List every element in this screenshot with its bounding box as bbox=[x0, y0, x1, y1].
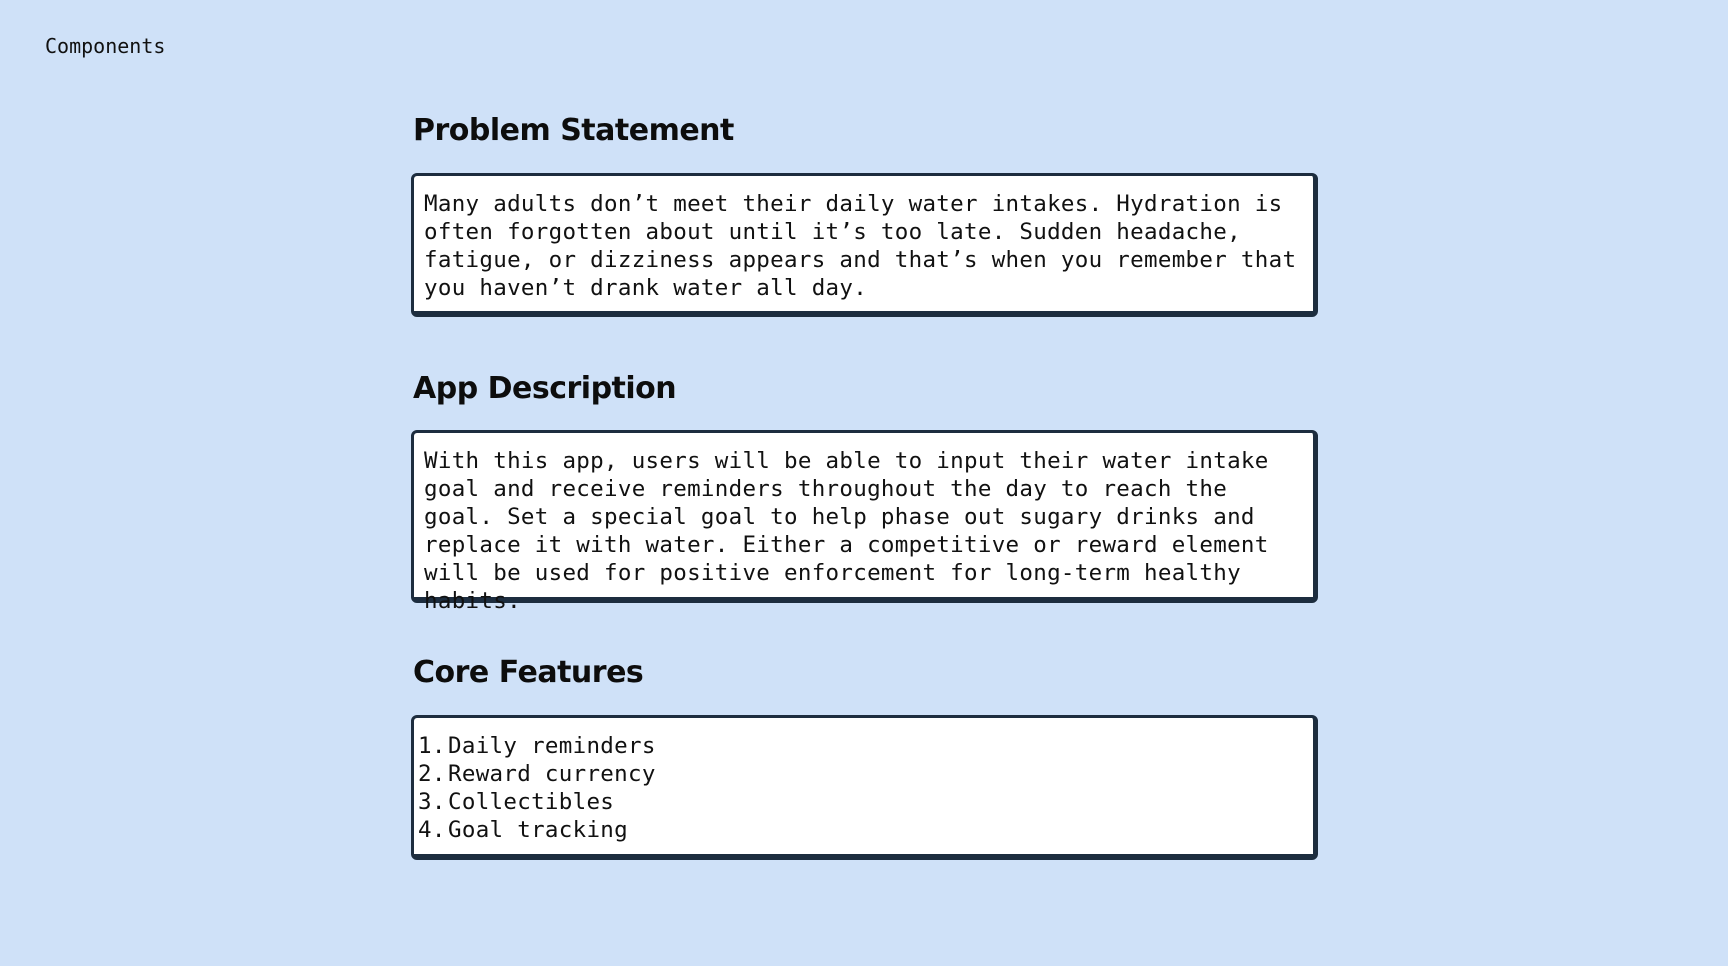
problem-statement-heading: Problem Statement bbox=[413, 113, 734, 148]
app-description-text: With this app, users will be able to input their water intake goal and receive reminders throughout the day to reach the goal. Set a special goal to help phase out sugary drinks and replace it with water. Either a competitive or reward element will be used for positive enforcement for long-term healthy habits. bbox=[424, 448, 1269, 614]
feature-number: 2. bbox=[418, 761, 446, 787]
feature-item bbox=[418, 816, 1303, 844]
feature-item bbox=[418, 732, 1303, 760]
page-label: Components bbox=[45, 34, 166, 58]
feature-label: Goal tracking bbox=[448, 817, 628, 843]
feature-number: 1. bbox=[418, 733, 446, 759]
problem-statement-box bbox=[411, 173, 1318, 317]
app-description-box bbox=[411, 430, 1318, 614]
app-description-heading: App Description bbox=[413, 371, 677, 406]
feature-item bbox=[418, 788, 1303, 816]
feature-label: Reward currency bbox=[448, 761, 656, 787]
feature-label: Daily reminders bbox=[448, 733, 656, 759]
feature-number: 3. bbox=[418, 789, 446, 815]
feature-label: Collectibles bbox=[448, 789, 615, 815]
core-features-box bbox=[411, 715, 1318, 860]
core-features-heading: Core Features bbox=[413, 655, 644, 690]
problem-statement-text: Many adults don’t meet their daily water intakes. Hydration is often forgotten about until it’s too late. Sudden headache, fatigue, or dizziness appears and that’s when you remember that you haven’t drank water all day. bbox=[424, 191, 1297, 301]
feature-number: 4. bbox=[418, 817, 446, 843]
core-features-list bbox=[418, 732, 1303, 844]
feature-item bbox=[418, 760, 1303, 788]
